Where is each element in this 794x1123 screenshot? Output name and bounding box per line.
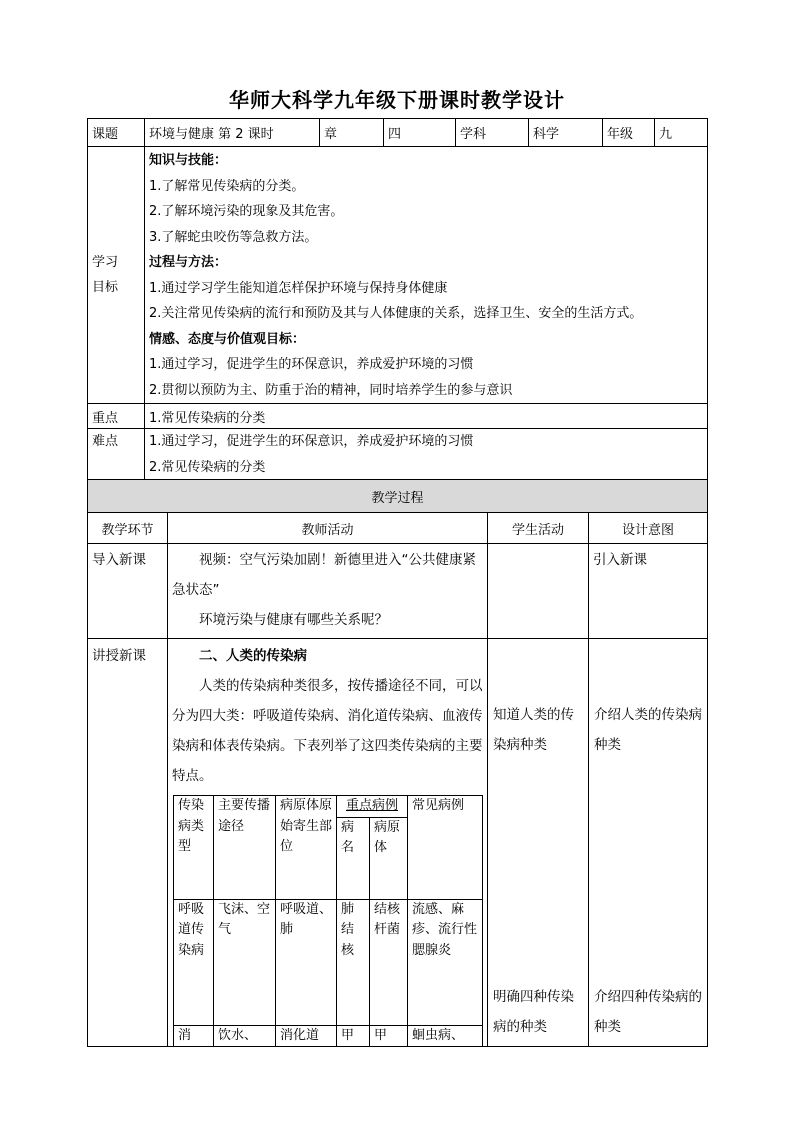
goals-heading-attitude: 情感、态度与价值观目标： (149, 331, 306, 347)
disease-row (174, 1025, 483, 1047)
goals-line: 3.了解蛇虫咬伤等急救方法。 (149, 229, 318, 245)
cell-route: 飞沫、空气 (214, 899, 276, 1025)
header-site: 病原体原始寄生部位 (276, 796, 337, 900)
goals-content (145, 147, 708, 404)
cell-site: 消化道 (276, 1025, 337, 1047)
col-intent-header: 设计意图 (589, 513, 708, 544)
grade-value: 九 (655, 119, 708, 147)
intro-intent: 引入新课 (589, 544, 708, 639)
goals-label: 学习 目标 (88, 147, 145, 404)
subject-value: 科学 (529, 119, 603, 147)
header-route: 主要传播途径 (214, 796, 276, 900)
intro-stage: 导入新课 (88, 544, 168, 639)
col-student-header: 学生活动 (488, 513, 589, 544)
intro-teacher-text: 视频：空气污染加剧！新德里进入“公共健康紧急状态” (172, 552, 476, 598)
lecture-student-1: 知道人类的传染病种类 (493, 707, 574, 753)
goals-heading-process: 过程与方法： (149, 255, 228, 270)
process-header-row (88, 513, 708, 544)
cell-common: 蛔虫病、 (408, 1025, 483, 1047)
header-name: 病名 (337, 817, 370, 899)
intro-teacher (168, 544, 488, 639)
difficulty-line: 2.常见传染病的分类 (149, 459, 266, 475)
header-row (88, 119, 708, 147)
lecture-intent-2: 介绍四种传染病的种类 (594, 989, 702, 1035)
lecture-intent-1: 介绍人类的传染病种类 (594, 707, 702, 753)
difficulty-content (145, 429, 708, 481)
lecture-student (488, 639, 589, 1047)
goals-line: 2.贯彻以预防为主、防重于治的精神，同时培养学生的参与意识 (149, 382, 513, 398)
cell-type: 呼吸道传染病 (174, 899, 214, 1025)
cell-site: 呼吸道、肺 (276, 899, 337, 1025)
difficulty-label: 难点 (88, 429, 145, 481)
goals-line: 1.通过学习学生能知道怎样保护环境与保持身体健康 (149, 280, 448, 296)
goals-line: 2.了解环境污染的现象及其危害。 (149, 204, 344, 219)
subject-label: 学科 (456, 119, 529, 147)
col-stage-header: 教学环节 (88, 513, 168, 544)
topic-value: 环境与健康 第 2 课时 (145, 119, 320, 147)
goals-heading-knowledge: 知识与技能： (149, 153, 228, 168)
col-teacher-header: 教师活动 (168, 513, 488, 544)
lecture-intent (589, 639, 708, 1047)
document-title: 华师大科学九年级下册课时教学设计 (229, 88, 565, 112)
intro-student (488, 544, 589, 639)
disease-row (174, 899, 483, 1025)
cell-route: 饮水、 (214, 1025, 276, 1047)
key-point-content: 1.常见传染病的分类 (145, 404, 708, 429)
goals-row (88, 147, 708, 404)
goals-line: 2.关注常见传染病的流行和预防及其与人体健康的关系，选择卫生、安全的生活方式。 (149, 306, 643, 321)
grade-label: 年级 (603, 119, 655, 147)
disease-table (173, 795, 483, 1047)
intro-row (88, 544, 708, 639)
goals-line: 1.了解常见传染病的分类。 (149, 178, 305, 194)
goals-line: 1.通过学习，促进学生的环保意识，养成爱护环境的习惯 (149, 357, 474, 372)
process-title-row (88, 480, 708, 513)
header-pathogen: 病原体 (370, 817, 408, 899)
lecture-student-2: 明确四种传染病的种类 (493, 989, 574, 1035)
cell-name: 肺结核 (337, 899, 370, 1025)
header-key-cases: 重点病例 (337, 796, 408, 818)
topic-label: 课题 (88, 119, 145, 147)
difficulty-row (88, 429, 708, 481)
cell-type: 消 (174, 1025, 214, 1047)
lecture-stage: 讲授新课 (88, 639, 168, 1047)
section-title: 二、人类的传染病 (199, 648, 307, 664)
cell-name: 甲 (337, 1025, 370, 1047)
lesson-info-table (87, 118, 708, 481)
header-common: 常见病例 (408, 796, 483, 900)
key-point-row (88, 404, 708, 429)
disease-header-row-1 (174, 796, 483, 818)
difficulty-line: 1.通过学习，促进学生的环保意识，养成爱护环境的习惯 (149, 434, 474, 449)
lecture-paragraph: 人类的传染病种类很多，按传播途径不同，可以分为四大类：呼吸道传染病、消化道传染病、血液传染病和体表传染病。下表列举了这四类传染病的主要特点。 (172, 678, 483, 784)
intro-teacher-question: 环境污染与健康有哪些关系呢？ (199, 612, 388, 628)
cell-pathogen: 甲 (370, 1025, 408, 1047)
header-type: 传染病类型 (174, 796, 214, 900)
key-point-label: 重点 (88, 404, 145, 429)
chapter-label: 章 (320, 119, 384, 147)
chapter-value: 四 (384, 119, 456, 147)
cell-common: 流感、麻疹、流行性腮腺炎 (408, 899, 483, 1025)
process-title: 教学过程 (88, 480, 708, 513)
cell-pathogen: 结核杆菌 (370, 899, 408, 1025)
